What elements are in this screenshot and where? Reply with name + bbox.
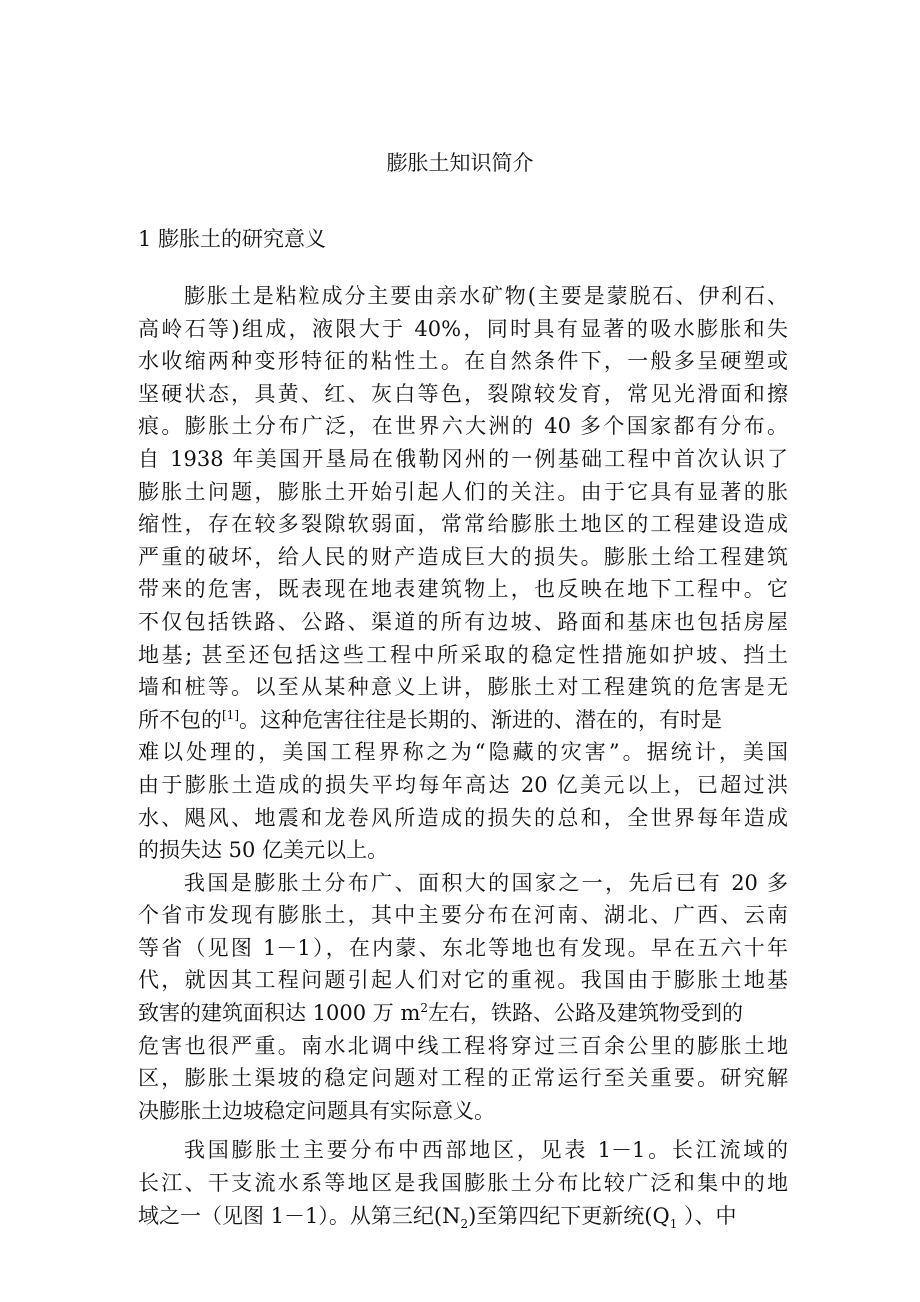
text-line: 危害也很严重。南水北调中线工程将穿过三百余公里的膨胀土地 — [138, 1033, 788, 1058]
text-segment: 左右，铁路、公路及建筑物受到的 — [428, 1001, 744, 1026]
text-segment: 域之一（见图 1－1）。从第三纪(N — [138, 1203, 461, 1228]
text-line: 区，膨胀土渠坡的稳定问题对工程的正常运行至关重要。研究解 — [138, 1066, 788, 1091]
text-line: 由于膨胀土造成的损失平均每年高达 20 亿美元以上，已超过洪 — [138, 772, 788, 797]
text-line: 痕。膨胀土分布广泛，在世界六大洲的 40 多个国家都有分布。 — [138, 414, 788, 439]
subscript: 1 — [669, 1216, 678, 1231]
text-segment: ）、中 — [677, 1203, 737, 1228]
text-line: 我国膨胀土主要分布中西部地区，见表 1－1。长江流域的 — [184, 1138, 788, 1163]
paragraph-1 — [138, 280, 788, 867]
text-line: 膨胀土是粘粒成分主要由亲水矿物(主要是蒙脱石、伊利石、 — [184, 284, 788, 308]
paragraph-3 — [138, 1134, 788, 1232]
text-line: 缩性，存在较多裂隙软弱面，常常给膨胀土地区的工程建设造成 — [138, 512, 788, 537]
text-line: 代，就因其工程问题引起人们对它的重视。我国由于膨胀土地基 — [138, 968, 788, 993]
text-segment: 致害的建筑面积达 1000 万 m — [138, 1001, 421, 1026]
superscript: 2 — [420, 1001, 429, 1016]
text-line: 等省（见图 1－1），在内蒙、东北等地也有发现。早在五六十年 — [138, 935, 788, 960]
text-segment: 所不包的 — [138, 707, 222, 732]
text-line — [138, 704, 788, 737]
text-line: 长江、干支流水系等地区是我国膨胀土分布比较广泛和集中的地 — [138, 1171, 788, 1196]
paragraph-gap — [138, 1127, 788, 1134]
text-line: 我国是膨胀土分布广、面积大的国家之一，先后已有 20 多 — [184, 870, 788, 895]
text-line: 地基; 甚至还包括这些工程中所采取的稳定性措施如护坡、挡土 — [138, 642, 788, 667]
document-title: 膨胀土知识简介 — [386, 151, 534, 175]
citation-ref[interactable]: [1] — [222, 707, 239, 722]
text-line — [138, 997, 788, 1030]
subscript: 2 — [460, 1216, 469, 1231]
text-line: 水收缩两种变形特征的粘性土。在自然条件下，一般多呈硬塑或 — [138, 349, 788, 374]
text-line: 墙和桩等。以至从某种意义上讲，膨胀土对工程建筑的危害是无 — [138, 675, 788, 700]
text-line: 难以处理的，美国工程界称之为“隐藏的灾害”。据统计，美国 — [138, 740, 788, 765]
text-line: 决膨胀土边坡稳定问题具有实际意义。 — [138, 1098, 495, 1123]
text-line — [138, 1200, 788, 1233]
text-line: 带来的危害，既表现在地表建筑物上，也反映在地下工程中。它 — [138, 577, 788, 602]
text-line: 膨胀土问题，膨胀土开始引起人们的关注。由于它具有显著的胀 — [138, 479, 788, 504]
text-line: 水、飓风、地震和龙卷风所造成的损失的总和，全世界每年造成 — [138, 805, 788, 830]
text-line: 的损失达 50 亿美元以上。 — [138, 838, 389, 863]
paragraph-2 — [138, 867, 788, 1128]
section-heading: 1 膨胀土的研究意义 — [138, 227, 327, 251]
text-line: 个省市发现有膨胀土，其中主要分布在河南、湖北、广西、云南 — [138, 903, 788, 928]
text-line: 自 1938 年美国开垦局在俄勒冈州的一例基础工程中首次认识了 — [138, 446, 788, 471]
document-body — [138, 280, 788, 1232]
text-line: 高岭石等)组成，液限大于 40%，同时具有显著的吸水膨胀和失 — [138, 316, 788, 341]
text-line: 严重的破坏，给人民的财产造成巨大的损失。膨胀土给工程建筑 — [138, 544, 788, 569]
text-segment: )至第四纪下更新统(Q — [468, 1203, 670, 1228]
text-line: 坚硬状态，具黄、红、灰白等色，裂隙较发育，常见光滑面和擦 — [138, 381, 788, 406]
text-line: 不仅包括铁路、公路、渠道的所有边坡、路面和基床也包括房屋 — [138, 609, 788, 634]
text-segment: 。这种危害往往是长期的、渐进的、潜在的，有时是 — [239, 707, 722, 732]
